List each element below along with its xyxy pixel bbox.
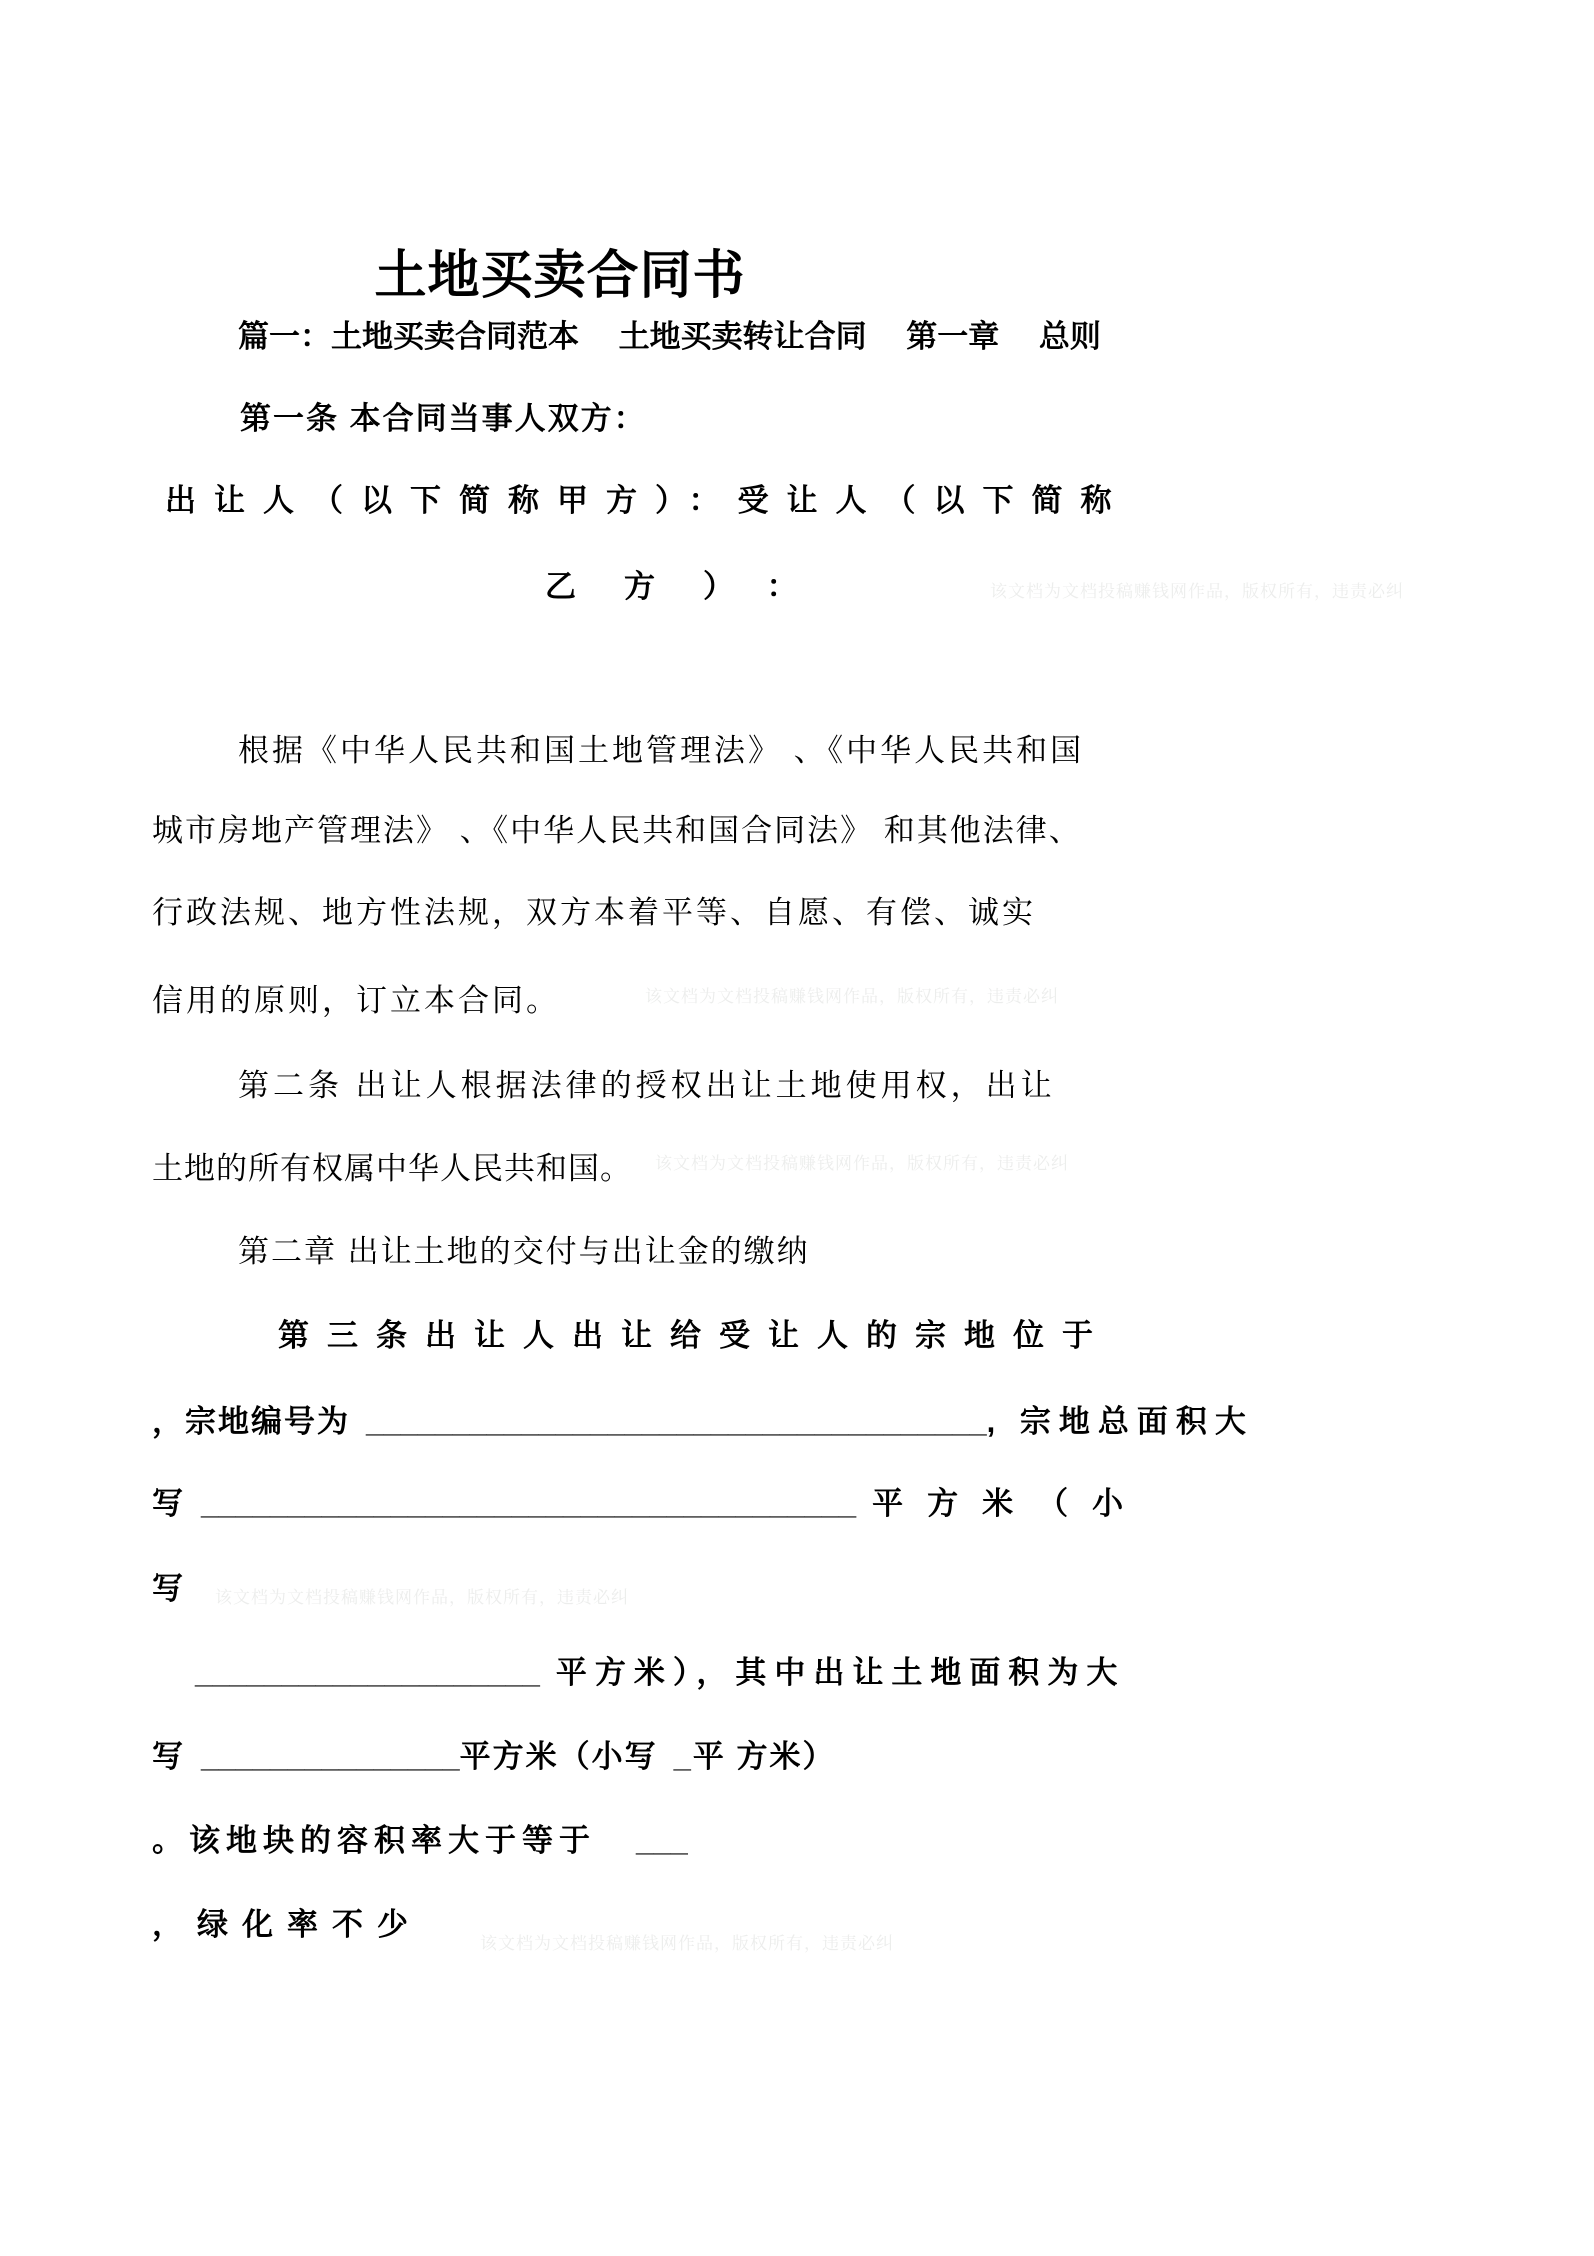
watermark: 该文档为文档投稿赚钱网作品，版权所有，违责必纠 — [655, 1154, 1069, 1173]
article2-line-1: 第二条 出让人根据法律的授权出让土地使用权，出让 — [238, 1068, 1056, 1103]
line-text: 。该地块的容积率大于等于 — [152, 1823, 596, 1858]
line-text: , 宗地总面积大 — [986, 1404, 1254, 1439]
blank-field: ____________________________________ — [366, 1404, 987, 1439]
watermark: 该文档为文档投稿赚钱网作品，版权所有，违责必纠 — [480, 1934, 894, 1953]
line-text: 平方米（小 — [872, 1486, 1148, 1521]
article3-line-3 — [152, 1482, 1147, 1526]
recitals-line-3: 行政法规、地方性法规，双方本着平等、自愿、有偿、诚实 — [152, 895, 1036, 930]
line-text: ，宗地编号为 — [152, 1404, 350, 1439]
line-text: 写 — [152, 1739, 185, 1774]
watermark: 该文档为文档投稿赚钱网作品，版权所有，违责必纠 — [990, 582, 1404, 601]
recitals-line-1: 根据《中华人民共和国土地管理法》 、《中华人民共和国 — [238, 733, 1085, 768]
page-title: 土地买卖合同书 — [374, 246, 746, 305]
article3-line-4: 写 — [152, 1571, 183, 1606]
blank-field: ____________________ — [195, 1655, 540, 1690]
line-text: 平方米（小写 — [459, 1739, 658, 1774]
recitals-line-2: 城市房地产管理法》 、《中华人民共和国合同法》 和其他法律、 — [152, 813, 1082, 848]
article1-heading: 第一条 本合同当事人双方： — [240, 401, 647, 436]
article2-line-2: 土地的所有权属中华人民共和国。 — [152, 1151, 632, 1186]
watermark: 该文档为文档投稿赚钱网作品，版权所有，违责必纠 — [645, 987, 1059, 1006]
heading-part1: 篇一：土地买卖合同范本 土地买卖转让合同 第一章 总则 — [238, 319, 1101, 354]
article3-line-1: 第三条出让人出让给受让人的宗地位于 — [278, 1318, 1111, 1353]
article3-line-7 — [152, 1819, 688, 1863]
blank-field: ______________________________________ — [201, 1486, 857, 1521]
recitals-line-4: 信用的原则，订立本合同。 — [152, 983, 560, 1018]
line-text: 写 — [152, 1486, 185, 1521]
article3-line-2 — [152, 1400, 1254, 1444]
article3-line-6 — [152, 1735, 835, 1779]
article3-line-8: ，绿化率不少 — [152, 1907, 422, 1942]
parties-line-2: 乙方）： — [545, 569, 846, 604]
blank-field: _______________ — [201, 1739, 460, 1774]
line-text: _平 方米） — [673, 1739, 836, 1774]
chapter2-heading: 第二章 出让土地的交付与出让金的缴纳 — [238, 1234, 810, 1269]
watermark: 该文档为文档投稿赚钱网作品，版权所有，违责必纠 — [215, 1588, 629, 1607]
article3-line-5 — [195, 1651, 1125, 1695]
parties-line-1: 出让人（以下简称甲方）：受让人（以下简称 — [165, 483, 1130, 518]
line-text: 平方米），其中出让土地面积为大 — [555, 1655, 1126, 1690]
blank-field: ___ — [636, 1823, 688, 1858]
